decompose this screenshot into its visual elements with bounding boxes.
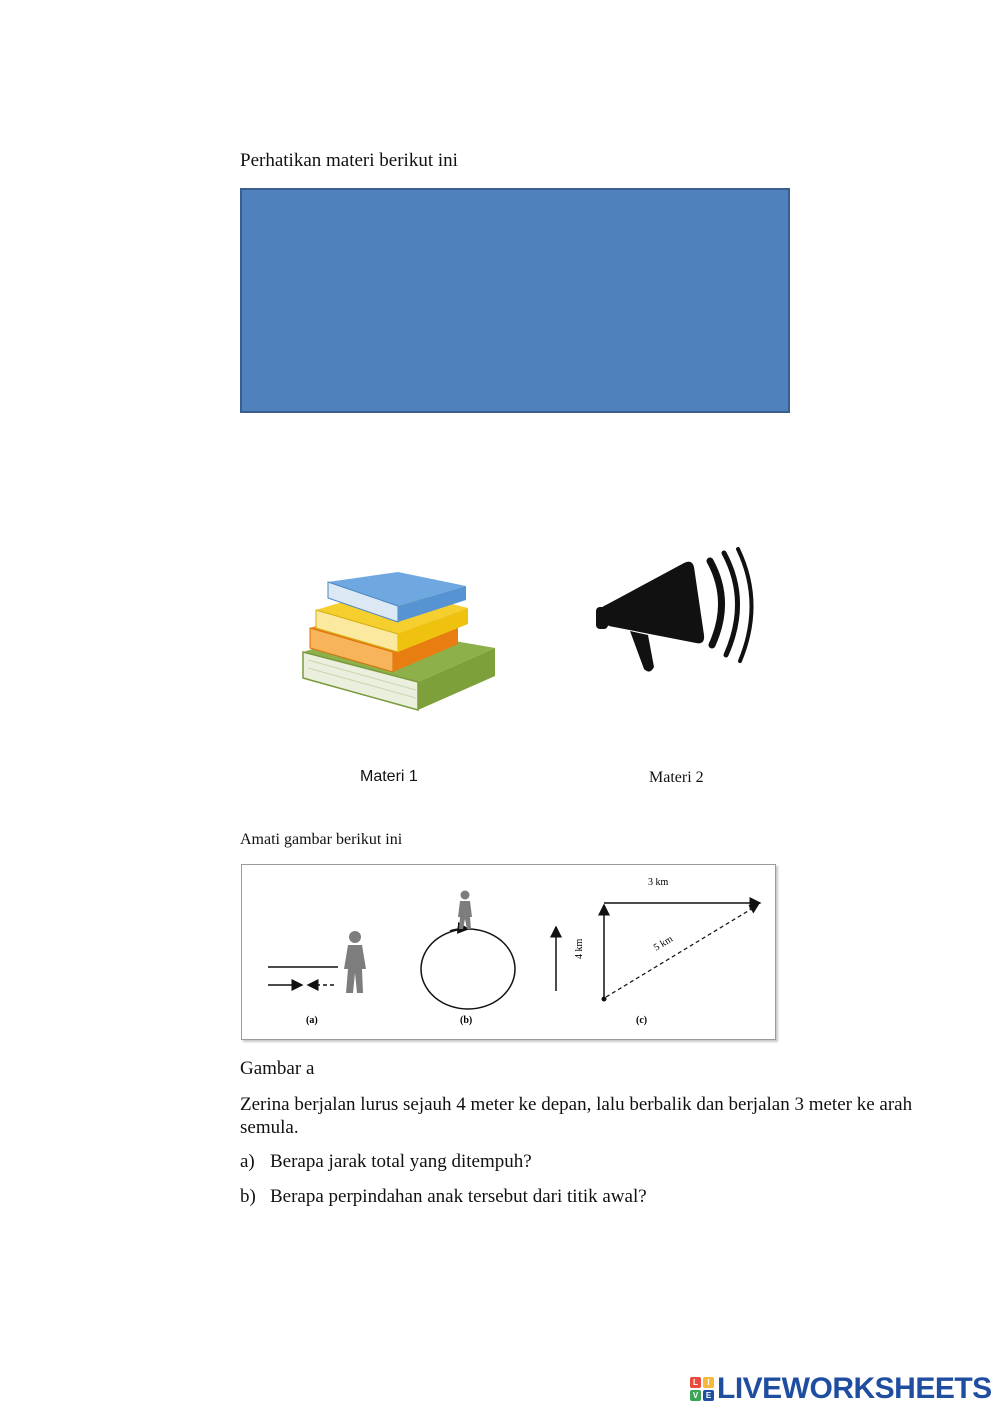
logo-grid-icon [690,1377,714,1401]
blue-content-box[interactable] [240,188,790,413]
diagonal-dimension: 5 km [651,933,675,954]
side-dimension: 4 km [574,938,585,959]
logo-letter: L [690,1377,701,1388]
problem-text: Zerina berjalan lurus sejauh 4 meter ke depan, lalu berbalik dan berjalan 3 meter ke arah semula. [240,1094,913,1138]
logo-text: LIVEWORKSHEETS [717,1372,992,1405]
question-letter: b) [240,1186,256,1207]
question-a [240,1151,532,1173]
question-text: Berapa jarak total yang ditempuh? [270,1151,532,1172]
figure-a [268,931,366,1026]
motion-figure [241,864,776,1040]
figure-c [556,877,760,1026]
observe-text: Amati gambar berikut ini [240,831,403,848]
question-text: Berapa perpindahan anak tersebut dari titik awal? [270,1186,647,1207]
figure-b [421,891,515,1027]
books-icon [298,560,498,720]
label-b: (b) [460,1015,473,1026]
material-1-caption: Materi 1 [360,768,418,785]
question-letter: a) [240,1151,255,1172]
logo-letter: I [703,1377,714,1388]
person-icon [344,931,366,993]
megaphone-icon [592,545,764,677]
question-b [240,1186,647,1208]
figure-title: Gambar a [240,1058,315,1079]
label-c: (c) [636,1015,648,1026]
person-icon [458,891,472,930]
intro-text: Perhatikan materi berikut ini [240,150,458,171]
logo-letter: V [690,1390,701,1401]
logo-letter: E [703,1390,714,1401]
label-a: (a) [306,1015,318,1026]
liveworksheets-logo[interactable] [690,1372,992,1406]
material-2-caption: Materi 2 [649,769,704,786]
top-dimension: 3 km [648,877,669,888]
